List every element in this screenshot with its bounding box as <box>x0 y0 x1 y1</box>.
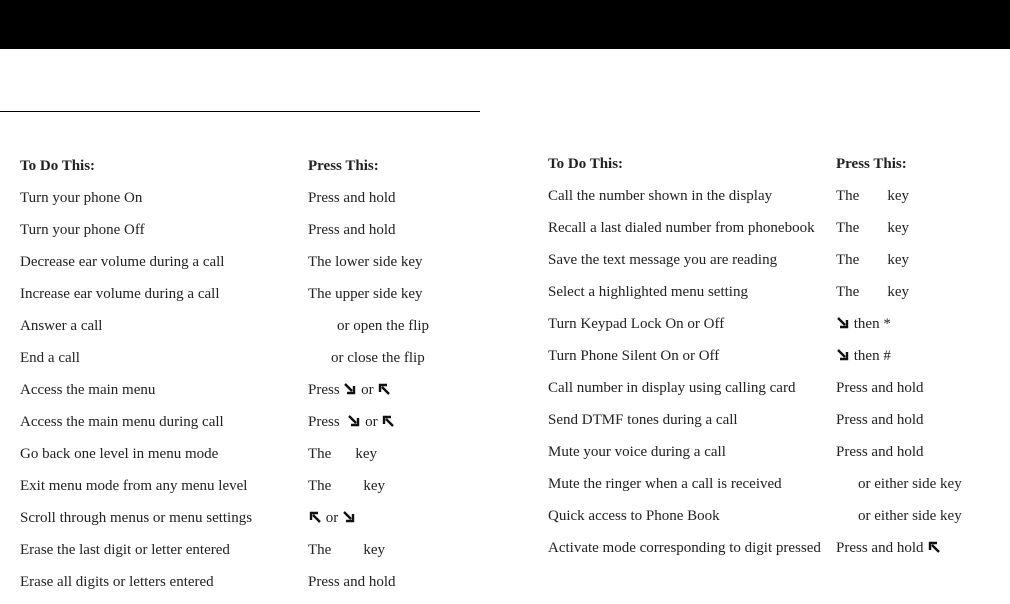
action-text: Decrease ear volume during a call <box>20 254 225 270</box>
action-text: Send DTMF tones during a call <box>548 412 738 428</box>
header-bar <box>0 0 1010 49</box>
action-text: Turn Keypad Lock On or Off <box>548 316 725 332</box>
action-text: Call number in display using calling card <box>548 380 796 396</box>
press-text: Press and hold <box>836 412 924 428</box>
press-prefix: The <box>836 188 860 204</box>
press-suffix: key <box>363 478 385 494</box>
press-suffix: key <box>887 220 909 236</box>
press-suffix: key <box>887 252 909 268</box>
arrow-up-left-icon <box>377 382 391 396</box>
press-suffix: key <box>363 542 385 558</box>
press-prefix: The <box>308 478 332 494</box>
action-text: Turn your phone On <box>20 190 143 206</box>
press-prefix: Press <box>308 414 340 430</box>
press-mid: or <box>325 510 339 526</box>
press-prefix: The <box>308 446 332 462</box>
arrow-up-left-icon <box>381 414 395 428</box>
press-cell <box>836 250 909 270</box>
action-text: Erase all digits or letters entered <box>20 574 214 590</box>
press-cell <box>836 186 909 206</box>
action-text: Activate mode corresponding to digit pressed <box>548 540 821 556</box>
action-text: Scroll through menus or menu settings <box>20 510 253 526</box>
action-text: Go back one level in menu mode <box>20 446 219 462</box>
press-suffix: then # <box>853 348 891 364</box>
action-text: Save the text message you are reading <box>548 252 778 268</box>
press-suffix: key <box>355 446 377 462</box>
action-text: Turn your phone Off <box>20 222 145 238</box>
action-text: Erase the last digit or letter entered <box>20 542 230 558</box>
press-cell <box>308 476 385 496</box>
arrow-down-right-icon <box>836 316 850 330</box>
press-text: or close the flip <box>331 350 425 366</box>
press-suffix: key <box>887 284 909 300</box>
press-prefix: Press <box>308 382 340 398</box>
press-cell <box>836 218 909 238</box>
arrow-down-right-icon <box>836 348 850 362</box>
press-cell <box>308 540 385 560</box>
action-text: Quick access to Phone Book <box>548 508 720 524</box>
left-header-todo: To Do This: <box>20 158 96 174</box>
press-suffix: then * <box>853 316 891 332</box>
press-mid: or <box>365 414 378 430</box>
action-text: Access the main menu <box>20 382 156 398</box>
action-text: Turn Phone Silent On or Off <box>548 348 720 364</box>
press-prefix: The <box>836 284 860 300</box>
press-text: Press and hold <box>308 574 396 590</box>
action-text: Mute your voice during a call <box>548 444 726 460</box>
press-prefix: The <box>836 252 860 268</box>
press-cell <box>836 346 891 366</box>
right-header-press: Press This: <box>836 156 907 172</box>
arrow-up-left-icon <box>927 540 941 554</box>
arrow-down-right-icon <box>347 414 361 428</box>
action-text: Mute the ringer when a call is received <box>548 476 782 492</box>
right-header-todo: To Do This: <box>548 156 624 172</box>
press-text: or either side key <box>858 508 962 524</box>
left-header-press: Press This: <box>308 158 379 174</box>
press-text: Press and hold <box>308 190 396 206</box>
press-cell <box>308 508 356 528</box>
press-text: The lower side key <box>308 254 423 270</box>
press-prefix: The <box>308 542 332 558</box>
press-text: or either side key <box>858 476 962 492</box>
action-text: Answer a call <box>20 318 103 334</box>
action-text: Increase ear volume during a call <box>20 286 220 302</box>
arrow-up-left-icon <box>308 510 322 524</box>
section-rule <box>0 111 480 112</box>
action-text: Exit menu mode from any menu level <box>20 478 248 494</box>
press-text: Press and hold <box>836 444 924 460</box>
press-text: Press and hold <box>836 380 924 396</box>
press-cell <box>308 412 395 432</box>
action-text: Recall a last dialed number from phonebook <box>548 220 815 236</box>
press-cell <box>836 538 941 558</box>
press-text: Press and hold <box>308 222 396 238</box>
action-text: Access the main menu during call <box>20 414 224 430</box>
press-mid: or <box>361 382 374 398</box>
press-text: or open the flip <box>337 318 430 334</box>
press-cell <box>308 444 377 464</box>
arrow-down-right-icon <box>343 382 357 396</box>
action-text: Call the number shown in the display <box>548 188 773 204</box>
press-prefix: The <box>836 220 860 236</box>
action-text: Select a highlighted menu setting <box>548 284 748 300</box>
arrow-down-right-icon <box>342 510 356 524</box>
action-text: End a call <box>20 350 80 366</box>
press-cell <box>836 282 909 302</box>
press-text: The upper side key <box>308 286 423 302</box>
press-suffix: key <box>887 188 909 204</box>
press-text: Press and hold <box>836 540 924 556</box>
press-cell <box>308 380 391 400</box>
press-cell <box>836 314 891 334</box>
